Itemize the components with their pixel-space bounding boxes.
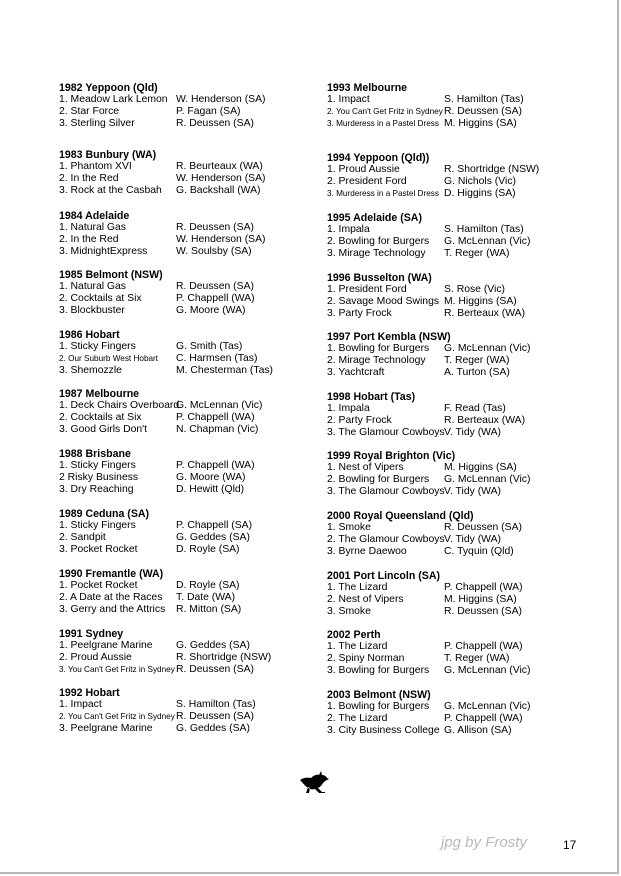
skipper-name: G. Allison (SA): [444, 725, 512, 736]
regatta-entry: [327, 391, 589, 439]
yacht-name: 3. Pocket Rocket: [59, 544, 138, 555]
regatta-year-heading: 1983 Bunbury (WA): [59, 149, 157, 161]
placing-row: [327, 343, 589, 355]
placing-row: [327, 224, 589, 236]
yacht-name: 1. Impala: [327, 224, 370, 235]
placing-row: [59, 532, 321, 544]
placing-row: [327, 427, 589, 439]
placing-row: [59, 604, 321, 616]
placing-row: [327, 725, 589, 737]
placing-row: [327, 284, 589, 296]
yacht-name: 1. Impala: [327, 403, 370, 414]
skipper-name: R. Deussen (SA): [176, 281, 254, 292]
regatta-entry: [59, 628, 321, 676]
yacht-name: 2. Party Frock: [327, 415, 392, 426]
yacht-name: 3. Murderess in a Pastel Dress: [327, 189, 439, 198]
regatta-entry: [327, 570, 589, 618]
skipper-name: V. Tidy (WA): [444, 534, 501, 545]
regatta-entry: [327, 212, 589, 260]
placing-row: [327, 403, 589, 415]
skipper-name: R. Deussen (SA): [444, 522, 522, 533]
regatta-year-heading: 2003 Belmont (NSW): [327, 689, 431, 701]
yacht-name: 3. Blockbuster: [59, 305, 125, 316]
skipper-name: G. McLennan (Vic): [444, 343, 531, 354]
skipper-name: D. Royle (SA): [176, 544, 240, 555]
placing-row: [327, 176, 589, 188]
placing-row: [59, 652, 321, 664]
placing-row: [59, 424, 321, 436]
placing-row: [59, 305, 321, 317]
regatta-year-heading: 1987 Melbourne: [59, 388, 140, 400]
placing-row: [59, 246, 321, 258]
yacht-name: 1. Peelgrane Marine: [59, 640, 153, 651]
skipper-name: P. Chappell (WA): [444, 582, 523, 593]
placing-row: [327, 606, 589, 618]
skipper-name: C. Harmsen (Tas): [176, 353, 258, 364]
placing-row: [327, 415, 589, 427]
yacht-name: 3. Shemozzle: [59, 365, 122, 376]
skipper-name: A. Turton (SA): [444, 367, 510, 378]
placing-row: [327, 546, 589, 558]
placing-row: [59, 592, 321, 604]
placing-row: [59, 341, 321, 353]
skipper-name: G. Smith (Tas): [176, 341, 243, 352]
yacht-name: 2. Mirage Technology: [327, 355, 426, 366]
placing-row: [327, 701, 589, 713]
regatta-entry: [327, 689, 589, 737]
yacht-name: 2. Bowling for Burgers: [327, 236, 430, 247]
skipper-name: M. Higgins (SA): [444, 118, 517, 129]
placing-row: [327, 308, 589, 320]
yacht-name: 1. Pocket Rocket: [59, 580, 138, 591]
regatta-entry: [59, 448, 321, 496]
placing-row: [59, 353, 321, 365]
yacht-name: 3. Murderess in a Pastel Dress: [327, 119, 439, 128]
placing-row: [327, 582, 589, 594]
skipper-name: M. Chesterman (Tas): [176, 365, 274, 376]
regatta-year-heading: 1998 Hobart (Tas): [327, 391, 416, 403]
placing-row: [59, 412, 321, 424]
skipper-name: N. Chapman (Vic): [176, 424, 259, 435]
placing-row: [59, 580, 321, 592]
skipper-name: S. Rose (Vic): [444, 284, 506, 295]
skipper-name: P. Chappell (WA): [176, 293, 255, 304]
placing-row: [59, 460, 321, 472]
yacht-name: 3. Rock at the Casbah: [59, 185, 162, 196]
yacht-name: 3. MidnightExpress: [59, 246, 148, 257]
skipper-name: S. Hamilton (Tas): [444, 224, 524, 235]
placing-row: [59, 472, 321, 484]
regatta-year-heading: 2002 Perth: [327, 629, 381, 641]
yacht-name: 2. Nest of Vipers: [327, 594, 404, 605]
regatta-entry: [59, 269, 321, 317]
skipper-name: G. Moore (WA): [176, 305, 246, 316]
placing-row: [59, 94, 321, 106]
skipper-name: D. Hewitt (Qld): [176, 484, 245, 495]
photo-credit: jpg by Frosty: [441, 834, 527, 851]
skipper-name: G. Moore (WA): [176, 472, 246, 483]
skipper-name: G. McLennan (Vic): [444, 236, 531, 247]
regatta-entry: [59, 329, 321, 377]
skipper-name: D. Higgins (SA): [444, 188, 516, 199]
regatta-year-heading: 1991 Sydney: [59, 628, 124, 640]
regatta-year-heading: 1995 Adelaide (SA): [327, 212, 422, 224]
placing-row: [59, 106, 321, 118]
yacht-name: 2. Sandpit: [59, 532, 106, 543]
skipper-name: S. Hamilton (Tas): [444, 94, 524, 105]
skipper-name: T. Date (WA): [176, 592, 236, 603]
regatta-year-heading: 1986 Hobart: [59, 329, 120, 341]
skipper-name: T. Reger (WA): [444, 653, 510, 664]
regatta-entry: [59, 388, 321, 436]
placing-row: [59, 234, 321, 246]
placing-row: [327, 236, 589, 248]
skipper-name: P. Fagan (SA): [176, 106, 241, 117]
yacht-name: 1. Deck Chairs Overboard: [59, 400, 180, 411]
regatta-year-heading: 1988 Brisbane: [59, 448, 131, 460]
skipper-name: R. Deussen (SA): [176, 222, 254, 233]
skipper-name: P. Chappell (SA): [176, 520, 253, 531]
placing-row: [59, 699, 321, 711]
yacht-name: 3. Peelgrane Marine: [59, 723, 153, 734]
yacht-name: 3. The Glamour Cowboys: [327, 427, 445, 438]
yacht-name: 3. Yachtcraft: [327, 367, 385, 378]
skipper-name: W. Soulsby (SA): [176, 246, 252, 257]
skipper-name: R. Deussen (SA): [444, 606, 522, 617]
yacht-name: 2. Proud Aussie: [59, 652, 132, 663]
skipper-name: G. Geddes (SA): [176, 723, 250, 734]
yacht-name: 1. The Lizard: [327, 641, 388, 652]
regatta-entry: [327, 510, 589, 558]
placing-row: [59, 520, 321, 532]
regatta-year-heading: 1982 Yeppoon (Qld): [59, 82, 158, 94]
placing-row: [327, 713, 589, 725]
placing-row: [327, 486, 589, 498]
placing-row: [59, 640, 321, 652]
yacht-name: 3. Mirage Technology: [327, 248, 426, 259]
yacht-name: 1. Nest of Vipers: [327, 462, 404, 473]
regatta-year-heading: 1997 Port Kembla (NSW): [327, 331, 451, 343]
regatta-entry: [59, 508, 321, 556]
placing-row: [59, 723, 321, 735]
skipper-name: V. Tidy (WA): [444, 427, 501, 438]
yacht-name: 2. The Lizard: [327, 713, 388, 724]
placing-row: [59, 185, 321, 197]
regatta-entry: [59, 210, 321, 258]
yacht-name: 2. In the Red: [59, 173, 119, 184]
skipper-name: G. McLennan (Vic): [444, 701, 531, 712]
yacht-name: 1. Bowling for Burgers: [327, 343, 430, 354]
regatta-year-heading: 1993 Melbourne: [327, 82, 408, 94]
yacht-name: 2. Cocktails at Six: [59, 293, 142, 304]
regatta-entry: [327, 629, 589, 677]
yacht-name: 3. Party Frock: [327, 308, 392, 319]
skipper-name: M. Higgins (SA): [444, 462, 517, 473]
placing-row: [59, 293, 321, 305]
regatta-year-heading: 1984 Adelaide: [59, 210, 130, 222]
skipper-name: S. Hamilton (Tas): [176, 699, 256, 710]
skipper-name: W. Henderson (SA): [176, 234, 266, 245]
placing-row: [59, 173, 321, 185]
skipper-name: D. Royle (SA): [176, 580, 240, 591]
placing-row: [327, 296, 589, 308]
yacht-name: 2. The Glamour Cowboys: [327, 534, 445, 545]
yacht-name: 1. Sticky Fingers: [59, 520, 136, 531]
placing-row: [59, 484, 321, 496]
skipper-name: M. Higgins (SA): [444, 594, 517, 605]
skipper-name: R. Shortridge (NSW): [176, 652, 272, 663]
skipper-name: M. Higgins (SA): [444, 296, 517, 307]
placing-row: [327, 665, 589, 677]
yacht-name: 1. Smoke: [327, 522, 371, 533]
yacht-name: 2. In the Red: [59, 234, 119, 245]
yacht-name: 3. Sterling Silver: [59, 118, 135, 129]
regatta-year-heading: 1999 Royal Brighton (Vic): [327, 450, 456, 462]
yacht-name: 2. A Date at the Races: [59, 592, 163, 603]
skipper-name: V. Tidy (WA): [444, 486, 501, 497]
placing-row: [327, 641, 589, 653]
yacht-name: 2. Our Suburb West Hobart: [59, 354, 159, 363]
placing-row: [59, 664, 321, 676]
skipper-name: P. Chappell (WA): [176, 412, 255, 423]
skipper-name: G. Backshall (WA): [176, 185, 261, 196]
yacht-name: 1. Meadow Lark Lemon: [59, 94, 168, 105]
skipper-name: G. Nichols (Vic): [444, 176, 516, 187]
regatta-entry: [59, 82, 321, 130]
regatta-entry: [59, 687, 321, 735]
yacht-name: 3. The Glamour Cowboys: [327, 486, 445, 497]
yacht-name: 1. Natural Gas: [59, 281, 126, 292]
regatta-entry: [327, 82, 589, 130]
placing-row: [59, 365, 321, 377]
placing-row: [327, 164, 589, 176]
skipper-name: R. Deussen (SA): [176, 118, 254, 129]
skipper-name: G. McLennan (Vic): [176, 400, 263, 411]
yacht-name: 1. Impact: [59, 699, 102, 710]
yacht-name: 3. Byrne Daewoo: [327, 546, 407, 557]
placing-row: [327, 474, 589, 486]
yacht-name: 1. Bowling for Burgers: [327, 701, 430, 712]
page-number: 17: [563, 838, 577, 852]
skipper-name: W. Henderson (SA): [176, 173, 266, 184]
skipper-name: G. McLennan (Vic): [444, 665, 531, 676]
yacht-name: 2 Risky Business: [59, 472, 139, 483]
skipper-name: T. Reger (WA): [444, 355, 510, 366]
yacht-name: 1. President Ford: [327, 284, 407, 295]
placing-row: [327, 594, 589, 606]
regatta-entry: [327, 272, 589, 320]
skipper-name: R. Berteaux (WA): [444, 308, 526, 319]
regatta-entry: [327, 331, 589, 379]
regatta-year-heading: 1990 Fremantle (WA): [59, 568, 164, 580]
yacht-name: 2. Bowling for Burgers: [327, 474, 430, 485]
placing-row: [59, 711, 321, 723]
yacht-name: 1. Sticky Fingers: [59, 460, 136, 471]
regatta-year-heading: 1989 Ceduna (SA): [59, 508, 150, 520]
skipper-name: P. Chappell (WA): [444, 641, 523, 652]
placing-row: [327, 94, 589, 106]
yacht-name: 3. Gerry and the Attrics: [59, 604, 166, 615]
skipper-name: C. Tyquin (Qld): [444, 546, 514, 557]
skipper-name: R. Berteaux (WA): [444, 415, 526, 426]
skipper-name: R. Shortridge (NSW): [444, 164, 540, 175]
yacht-name: 3. Bowling for Burgers: [327, 665, 430, 676]
placing-row: [59, 544, 321, 556]
placing-row: [327, 534, 589, 546]
yacht-name: 2. Star Force: [59, 106, 120, 117]
regatta-year-heading: 1994 Yeppoon (Qld)): [327, 152, 430, 164]
placing-row: [327, 367, 589, 379]
skipper-name: F. Read (Tas): [444, 403, 506, 414]
yacht-name: 1. The Lizard: [327, 582, 388, 593]
yacht-name: 3. City Business College: [327, 725, 440, 736]
skipper-name: R. Beurteaux (WA): [176, 161, 263, 172]
yacht-name: 2. President Ford: [327, 176, 407, 187]
regatta-entry: [327, 152, 589, 200]
skipper-name: R. Deussen (SA): [444, 106, 522, 117]
regatta-year-heading: 1985 Belmont (NSW): [59, 269, 163, 281]
skipper-name: T. Reger (WA): [444, 248, 510, 259]
regatta-year-heading: 1996 Busselton (WA): [327, 272, 432, 284]
placing-row: [327, 653, 589, 665]
yacht-name: 1. Sticky Fingers: [59, 341, 136, 352]
skipper-name: R. Mitton (SA): [176, 604, 242, 615]
skipper-name: R. Deussen (SA): [176, 711, 254, 722]
regatta-year-heading: 2001 Port Lincoln (SA): [327, 570, 441, 582]
placing-row: [327, 188, 589, 200]
placing-row: [59, 161, 321, 173]
regatta-entry: [59, 149, 321, 197]
placing-row: [59, 281, 321, 293]
yacht-name: 2. Savage Mood Swings: [327, 296, 440, 307]
placing-row: [327, 355, 589, 367]
placing-row: [59, 222, 321, 234]
yacht-name: 3. Good Girls Don't: [59, 424, 148, 435]
regatta-entry: [327, 450, 589, 498]
regatta-year-heading: 1992 Hobart: [59, 687, 120, 699]
placing-row: [327, 106, 589, 118]
placing-row: [327, 248, 589, 260]
placing-row: [327, 522, 589, 534]
placing-row: [59, 118, 321, 130]
skipper-name: G. Geddes (SA): [176, 532, 250, 543]
placing-row: [327, 118, 589, 130]
yacht-name: 3. You Can't Get Fritz in Sydney: [59, 665, 175, 674]
skipper-name: P. Chappell (WA): [176, 460, 255, 471]
regatta-entry: [59, 568, 321, 616]
yacht-name: 3. Dry Reaching: [59, 484, 134, 495]
yacht-name: 1. Proud Aussie: [327, 164, 400, 175]
yacht-name: 3. Smoke: [327, 606, 371, 617]
skipper-name: P. Chappell (WA): [444, 713, 523, 724]
skipper-name: G. Geddes (SA): [176, 640, 250, 651]
yacht-name: 1. Impact: [327, 94, 370, 105]
yacht-name: 2. You Can't Get Fritz in Sydney: [327, 107, 443, 116]
regatta-year-heading: 2000 Royal Queensland (Qld): [327, 510, 474, 522]
yacht-name: 2. Cocktails at Six: [59, 412, 142, 423]
yacht-name: 2. Spiny Norman: [327, 653, 405, 664]
yacht-name: 1. Natural Gas: [59, 222, 126, 233]
skipper-name: G. McLennan (Vic): [444, 474, 531, 485]
skipper-name: W. Henderson (SA): [176, 94, 266, 105]
kangaroo-icon: [298, 769, 332, 795]
placing-row: [327, 462, 589, 474]
yacht-name: 2. You Can't Get Fritz in Sydney: [59, 712, 175, 721]
yacht-name: 1. Phantom XVI: [59, 161, 132, 172]
placing-row: [59, 400, 321, 412]
skipper-name: R. Deussen (SA): [176, 664, 254, 675]
